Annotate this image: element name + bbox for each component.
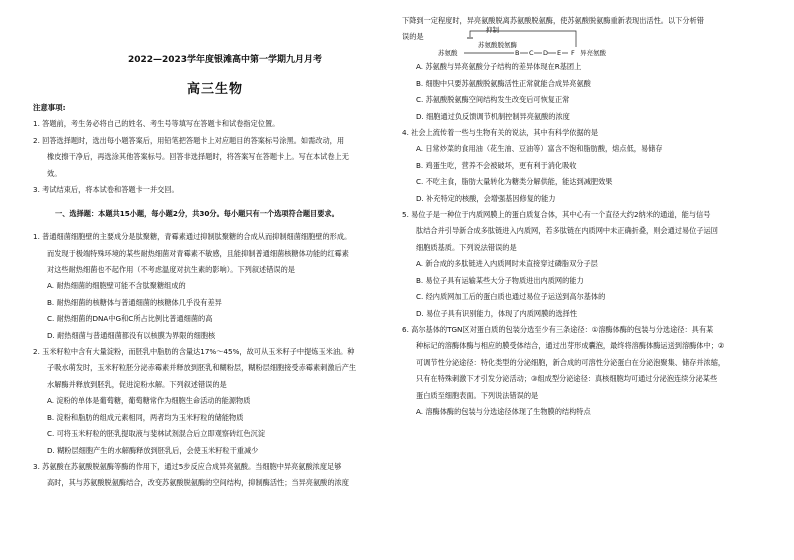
question-line: 4. 社会上流传着一些与生物有关的说法，其中有科学依据的是 [402,128,599,138]
inhibit-label: 抑制 [486,26,499,35]
left-column [33,46,395,492]
question-line: 2. 玉米籽粒中含有大量淀粉，而胚乳中脂肪的含量达17%～45%，故可从玉米籽子中提炼玉米油。种 [33,347,355,357]
question-line: 而发现于极端特殊环境的某些耐热细菌对青霉素不敏感，且能抑制普通细菌核糖体功能的红霉素 [47,248,349,258]
question-line: 3. 苏氨酸在苏氨酸脱氨酶等酶的作用下，通过5步反应合成异亮氨酸。当细胞中异亮氨酸浓度足够 [33,461,342,471]
notes-heading: 注意事项: [33,103,66,112]
question-line: A. 淀粉的单体是葡萄糖，葡萄糖常作为细胞生命活动的能源物质 [47,396,251,406]
question-line: D. 耐热细菌与普通细菌都没有以核膜为界限的细胞核 [47,330,216,340]
question-line: A. 溶酶体酶的包装与分选途径体现了生物膜的结构特点 [416,406,591,416]
question-line: 细胞质基质。下列说法错误的是 [416,242,517,252]
note-line: 橡皮擦干净后，再选涂其他答案标号。回答非选择题时，将答案写在答题卡上。写在本试卷上无 [47,152,349,162]
question-line: 下降到一定程度时，异亮氨酸脱离苏氨酸脱氨酶，使苏氨酸脱氨酶重新表现出活性。以下分析错 [402,16,704,25]
enzyme-label: 苏氨酸脱氨酶 [478,41,517,50]
question-line: A. 苏氨酸与异亮氨酸分子结构的差异体现在R基团上 [416,62,582,72]
question-line: C. 可将玉米籽粒的胚乳提取液与斐林试剂混合后立即观察砖红色沉淀 [47,429,266,439]
question-line: 种标记的溶酶体酶与相应的膜受体结合，通过出芽形成囊泡，最终将溶酶体酶运送到溶酶体中；② [416,341,725,351]
question-line: 可调节性分泌途径：特化类型的分泌细胞，新合成的可溶性分泌蛋白在分泌泡聚集、储存并浓缩， [416,357,726,367]
question-line: D. 补充特定的核酸，会增强基因修复的能力 [416,193,556,203]
question-line: B. 淀粉和脂肪的组成元素相同，两者均为玉米籽粒的储能物质 [47,412,244,422]
right-column [402,13,777,420]
question-line: 肽结合并引导新合成多肽链进入内质网，若多肽链在内质网中未正确折叠，则会通过易位子运回 [416,226,718,236]
question-line: C. 不吃主食，脂肪大量转化为糖类分解供能，能达到减肥效果 [416,177,613,187]
substrate-label: 苏氨酸 [438,49,458,58]
note-line: 3. 考试结束后，将本试卷和答题卡一并交回。 [33,185,179,195]
node-b: B [515,49,520,58]
exam-title: 2022—2023学年度银滩高中第一学期九月月考 [127,55,323,65]
question-line: A. 新合成的多肽链进入内质网时未直接穿过磷脂双分子层 [416,259,598,269]
question-line: B. 细胞中只要苏氨酸脱氨酶活性正常就能合成异亮氨酸 [416,78,591,88]
question-line: 只有在特殊刺激下才引发分泌活动；③组成型分泌途径：真核细胞均可通过分泌泡连续分泌某些 [416,374,718,384]
question-line: 5. 易位子是一种位于内质网膜上的蛋白质复合体，其中心有一个直径大约2纳米的通道，能与信号 [402,210,711,220]
question-line: 水解酶并释放到胚乳，促进淀粉水解。下列叙述错误的是 [47,379,227,389]
note-line: 效。 [47,168,62,178]
node-d: D [543,49,549,58]
left-question-lines [33,229,395,492]
product-label: 异亮氨酸 [580,49,606,58]
node-e: E [557,49,562,58]
question-line: 蛋白质至细胞表面。下列说法错误的是 [416,390,539,400]
question-line: C. 经内质网加工后的蛋白质也通过易位子运送到高尔基体的 [416,292,606,302]
question-line: C. 苏氨酸脱氨酶空间结构发生改变后可恢复正常 [416,95,570,105]
question-line: 误的是 [402,32,424,42]
question-line: 1. 普通细菌细胞壁的主要成分是肽聚糖，青霉素通过抑制肽聚糖的合成从而抑制细菌细胞壁的形成。 [33,232,352,242]
question-line: D. 细胞通过负反馈调节机制控制异亮氨酸的浓度 [416,111,570,121]
question-line: D. 糊粉层细胞产生的水解酶释放到胚乳后，会使玉米籽粒干重减少 [47,445,259,455]
question-line: B. 耐热细菌的核糖体与普通细菌的核糖体几乎没有差异 [47,297,222,307]
subject-title: 高三生物 [186,82,243,97]
question-line: A. 日常炒菜的食用油（花生油、豆油等）富含不饱和脂肪酸，熔点低，易储存 [416,144,663,154]
question-line: 高时，其与苏氨酸脱氨酶结合，改变苏氨酸脱氨酶的空间结构，抑制酶活性；当异亮氨酸的浓度 [47,478,349,488]
node-f: F [571,49,575,58]
question-line: B. 易位子具有运输某些大分子物质进出内质网的能力 [416,275,584,285]
question-line: 子吸水萌发时，玉米籽粒胚分泌赤霉素并释放到胚乳和糊粉层，糊粉层细胞接受赤霉素刺激后产生 [47,363,357,373]
pathway-diagram [402,26,777,59]
note-line: 2. 回答选择题时，选出每小题答案后，用铅笔把答题卡上对应题目的答案标号涂黑。如需改动，用 [33,135,345,145]
section-heading: 一、选择题：本题共15小题，每小题2分，共30分。每小题只有一个选项符合题目要求。 [55,208,339,218]
question-line: B. 鸡蛋生吃，营养不会被破坏，更有利于消化吸收 [416,160,577,170]
question-line: C. 耐热细菌的DNA中G和C所占比例比普通细菌的高 [47,314,213,324]
right-question-lines [402,59,777,420]
node-c: C [529,49,534,58]
question-line: D. 易位子具有识别能力，体现了内质网膜的选择性 [416,308,578,318]
question-line: 对这些耐热细菌也不起作用（不考虑温度对抗生素的影响）。下列叙述错误的是 [47,265,295,275]
note-line: 1. 答题前，考生务必将自己的姓名、考生号等填写在答题卡和试卷指定位置。 [33,119,280,129]
question-line: A. 耐热细菌的细胞壁可能不含肽聚糖组成的 [47,281,186,291]
question-line: 6. 高尔基体的TGN区对蛋白质的包装分选至少有三条途径：①溶酶体酶的包装与分选途径：具有某 [402,324,714,334]
